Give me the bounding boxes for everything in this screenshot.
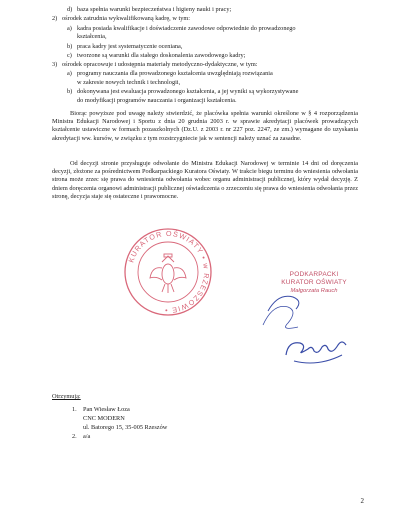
recipients-heading: Otrzymują: [52, 393, 81, 400]
office-stamp-line2: KURATOR OŚWIATY [281, 279, 347, 286]
conclusion-paragraph: Biorąc powyższe pod uwagę należy stwierdzić, że placówka spełnia warunki określone w § 4 rozporządzenia Ministra Edukacji Narodowej i Sportu z dnia 20 grudnia 2003 r. w sprawie akredytacji placówek prowadzących kształcenie ustawiczne w formach pozaszkolnych (Dz.U. z 2003 r. nr 227 poz. 2247, ze zm.) wymagane do uzyskania akredytacji ww. kursów, w związku z tym rozstrzygniecie jak w sentencji należy uznać za zasadne. [52, 110, 358, 142]
list-item-3a: a) programy nauczania dla prowadzonego kształcenia uwzględniają rozwiązania [67, 70, 273, 77]
recipient-2: 2. a/a [72, 433, 91, 440]
appeal-paragraph: Od decyzji stronie przysługuje odwołanie do Ministra Edukacji Narodowej w terminie 14 dni od doręczenia decyzji, złożone za pośrednictwem Podkarpackiego Kuratora Oświaty. W trakcie biegu terminu do wniesienia odwołania strona może zrzec się prawa do wniesienia odwołania wobec organu administracji publicznej, który wydał decyzję. Z dniem doręczenia organowi administracji publicznej oświadczenia o zrzeczeniu się prawa do wniesienia odwołania przez stronę, decyzja staje się ostateczne i prawomocne. [52, 160, 358, 200]
round-stamp-text: KURATOR OŚWIATY • w RZESZOWIE • [126, 228, 212, 316]
list-item-3a-cont: w zakresie nowych technik i technologii, [77, 79, 181, 86]
recipient-address: ul. Batorego 15, 35-005 Rzeszów [83, 424, 168, 431]
page-number: 2 [360, 497, 364, 505]
list-item-2a: a) kadra posiada kwalifikacje i doświadczenie zawodowe odpowiednie do prowadzonego [67, 25, 296, 32]
list-item-2a-cont: kształcenia, [77, 33, 107, 40]
recipient-1: 1. Pan Wiesław Łoza [72, 406, 130, 413]
office-stamp-name: Małgorzata Rauch [290, 288, 338, 294]
list-item-3b: b) dokonywana jest ewaluacja prowadzonego kształcenia, a jej wyniki są wykorzystywane [67, 88, 299, 95]
signature [258, 283, 358, 373]
recipient-company: CNC MODERN [83, 415, 125, 422]
list-item-2: 2) ośrodek zatrudnia wykwalifikowaną kadrę, w tym: [52, 15, 190, 22]
list-item-2b: b) praca kadry jest systematycznie oceniana, [67, 43, 183, 50]
list-item-2c: c) tworzone są warunki dla stałego doskonalenia zawodowego kadry; [67, 52, 246, 59]
eagle-emblem-icon [150, 254, 186, 293]
list-item-d: d) baza spełnia warunki bezpieczeństwa i higieny nauki i pracy; [67, 6, 232, 13]
office-stamp-line1: PODKARPACKI [289, 271, 339, 278]
round-stamp [122, 226, 214, 318]
list-item-3: 3) ośrodek opracowuje i udostępnia materiały metodyczno-dydaktyczne, w tym: [52, 61, 258, 68]
list-item-3b-cont: do modyfikacji programów nauczania i organizacji kształcenia. [77, 97, 237, 104]
